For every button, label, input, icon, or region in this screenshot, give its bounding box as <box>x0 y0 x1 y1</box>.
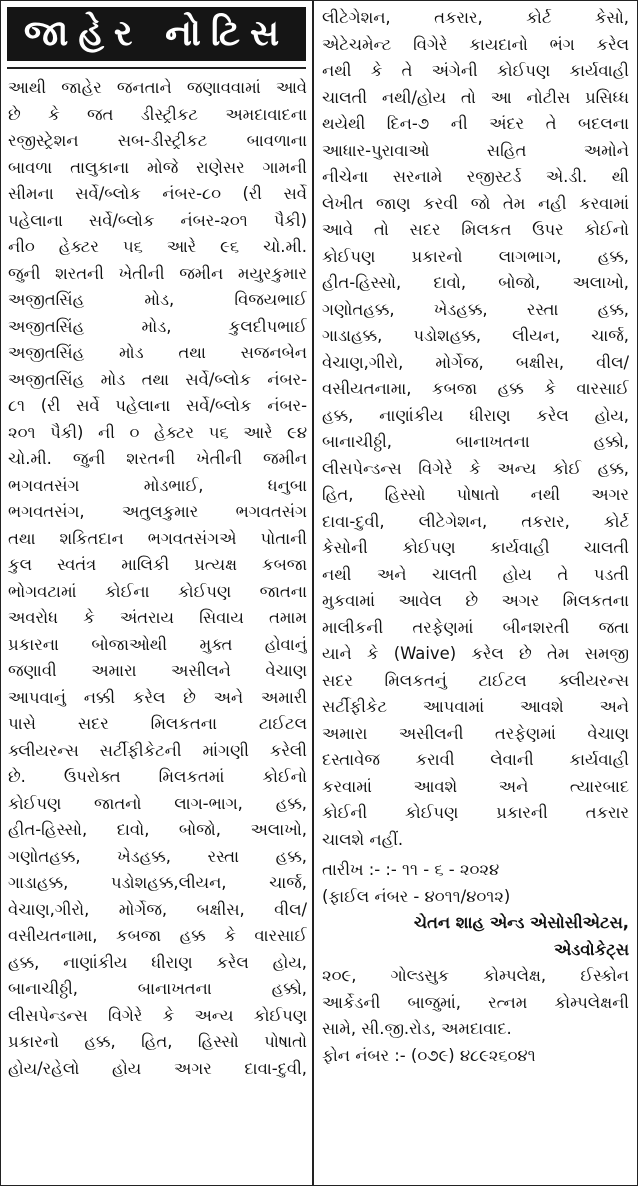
notice-text-line: આધાર-પુરાવાઓ સહિત અમોને <box>322 140 629 160</box>
notice-text-line: સદર મિલકતનું ટાઈટલ ક્લીયરન્સ <box>322 670 629 690</box>
notice-text-line: ગણોતહક્ક, ખેડહક્ક, રસ્તા હક્ક, <box>8 846 307 866</box>
notice-text-line: સર્ટીફીકેટ આપવામાં આવશે અને <box>322 697 629 716</box>
notice-text-line: લીસપેન્ડન્સ વિગેરે કે અન્ય કોઈ હક્ક, <box>322 458 629 478</box>
notice-text-line: ચાલતી નથી/હોય તો આ નોટીસ પ્રસિધ્ધ <box>322 87 629 107</box>
notice-date: તારીખ :- :- ૧૧ - ૬ - ૨૦૨૪ <box>322 860 500 879</box>
notice-left-body <box>1 69 312 1082</box>
notice-text-line: આર્કેડની બાજુમાં, રત્નમ કોમ્પલેક્ષની <box>322 992 629 1012</box>
notice-text-line: પહેલાના સર્વે/બ્લોક નંબર-૨૦૧ પૈકી) <box>8 210 307 230</box>
notice-text-line: સામે, સી.જી.રોડ, અમદાવાદ. <box>322 1019 512 1038</box>
notice-text-line: બાનાચીઠ્ઠી, બાનાખતના હક્કો, <box>322 432 629 451</box>
notice-text-line: થયેથી દિન-૭ ની અંદર તે બદલના <box>322 114 629 133</box>
notice-text-line: ૮૧ (રી સર્વે પહેલાના સર્વે/બ્લોક નંબર- <box>8 396 307 415</box>
notice-text-line: કોઈપણ જાતનો લાગ-ભાગ, હક્ક, <box>8 793 307 813</box>
notice-text-line: પાસે સદર મિલકતના ટાઈટલ <box>8 714 307 733</box>
notice-text-line: ચો.મી. જુની શરતની ખેતીની જમીન <box>8 449 307 468</box>
notice-text-line: રજીસ્ટ્રેશન સબ-ડીસ્ટ્રીકટ બાવળાના <box>8 131 307 150</box>
notice-text-line: ગણોતહક્ક, ખેડહક્ક, રસ્તા હક્ક, <box>322 299 629 319</box>
firm-address <box>322 963 629 1043</box>
notice-text-line: હક્ક, નાણાંકીય ધીરાણ કરેલ હોય, <box>322 405 629 425</box>
notice-text-line: મુકવામાં આવેલ છે અગર મિલકતના <box>322 591 629 610</box>
notice-text-line: વેચાણ,ગીરો, મોર્ગેજ, બક્ષીસ, વીલ/ <box>8 899 307 919</box>
notice-text-line: દસ્તાવેજ કરાવી લેવાની કાર્યવાહી <box>322 750 629 769</box>
notice-text-line: જણાવી અમારા અસીલને વેચાણ <box>8 661 307 680</box>
notice-text-line: નીચેના સરનામે રજીસ્ટર્ડ એ.ડી. થી <box>322 167 629 186</box>
notice-text-line: ભોગવટામાં કોઈના કોઈપણ જાતના <box>8 581 307 601</box>
notice-text-line: નથી અને ચાલતી હોય તે પડતી <box>322 564 629 584</box>
firm-name: ચેતન શાહ એન્ડ એસોસીએટસ, <box>413 913 629 932</box>
notice-text-line: છે કે જત ડીસ્ટ્રીકટ અમદાવાદના <box>8 104 307 124</box>
notice-text-line: લીટેગેશન, તકરાર, કોર્ટ કેસો, <box>322 8 629 27</box>
notice-text-line: અમારા અસીલની તરફેણમાં વેચાણ <box>322 723 629 743</box>
notice-text-line: લીસપેન્ડન્સ વિગેરે કે અન્ય કોઈપણ <box>8 1005 307 1025</box>
notice-text-line: કરવામાં આવશે અને ત્યારબાદ <box>322 776 629 796</box>
notice-title: જાહેર નોટિસ <box>7 7 306 61</box>
notice-text-line: પ્રકારના બોજાઓથી મુક્ત હોવાનું <box>8 634 307 654</box>
notice-text-line: માલીકની તરફેણમાં બીનશરતી જતા <box>322 617 629 637</box>
notice-text-line: લેખીત જાણ કરવી જો તેમ નહી કરવામાં <box>322 193 629 213</box>
notice-text-line: આપવાનું નક્કી કરેલ છે અને અમારી <box>8 687 307 707</box>
notice-left-column <box>1 1 314 1185</box>
firm-phone: ફોન નંબર :- (૦૭૯) ૪૮૯૨૬૦૪૧ <box>322 1045 536 1065</box>
notice-text-line: એટેચમેન્ટ વિગેરે કાયદાનો ભંગ કરેલ <box>322 34 629 54</box>
notice-text-line: બાવળા તાલુકાના મોજે રાણેસર ગામની <box>8 157 307 177</box>
notice-text-line: ગાડાહક્ક, પડોશહક્ક, લીયન, ચાર્જ, <box>322 326 629 345</box>
notice-text-line: કુલ સ્વતંત્ર માલિકી પ્રત્યક્ષ કબજા <box>8 555 307 574</box>
notice-right-body <box>314 1 637 853</box>
notice-file-number: (ફાઈલ નંબર - ૪૦૧૧/૪૦૧૨) <box>322 886 511 906</box>
notice-text-line: ગાડાહક્ક, પડોશહક્ક,લીયન, ચાર્જ, <box>8 873 307 892</box>
notice-text-line: અજીતસિંહ મોડ તથા સજનબેન <box>8 343 307 362</box>
notice-text-line: ભગવતસંગ, અતુલકુમાર ભગવતસંગ <box>8 502 307 521</box>
notice-right-column <box>314 1 637 1185</box>
notice-text-line: ક્લીયરન્સ સર્ટીફીકેટની માંગણી કરેલી <box>8 740 307 760</box>
notice-text-line: પ્રકારનો હક્ક, હિત, હિસ્સો પોષાતો <box>8 1032 307 1051</box>
notice-text-line: ૨૦૯, ગોલ્ડસુક કોમ્પલેક્ષ, ઈસ્કોન <box>322 966 629 985</box>
notice-text-line: દાવા-દુવી, લીટેગેશન, તકરાર, કોર્ટ <box>322 511 629 531</box>
notice-text-line: આવે તો સદર મિલકત ઉપર કોઈનો <box>322 220 629 239</box>
notice-text-line: વસીયતનામા, કબજા હક્ક કે વારસાઈ <box>8 926 307 945</box>
notice-text-line: હોય/રહેલો હોય અગર દાવા-દુવી, <box>8 1058 307 1078</box>
notice-text-line: જુની શરતની ખેતીની જમીન મયુરકુમાર <box>8 263 307 283</box>
notice-text-line: હીત-હિસ્સો, દાવો, બોજો, અલાખો, <box>322 273 629 292</box>
notice-text-line: આથી જાહેર જનતાને જણાવવામાં આવે <box>8 78 307 97</box>
notice-signature-block <box>314 853 637 1069</box>
notice-text-line: વસીયતનામા, કબજા હક્ક કે વારસાઈ <box>322 379 629 398</box>
notice-text-line: હક્ક, નાણાંકીય ધીરાણ કરેલ હોય, <box>8 952 307 972</box>
notice-text-line: સીમના સર્વે/બ્લોક નંબર-૮૦ (રી સર્વે <box>8 184 307 203</box>
notice-text-line: હિત, હિસ્સો પોષાતો નથી અગર <box>322 485 629 504</box>
notice-text-line: છે. ઉપરોક્ત મિલકતમાં કોઈનો <box>8 767 307 786</box>
notice-text-line: અજીતસિંહ મોડ તથા સર્વે/બ્લોક નંબર- <box>8 369 307 389</box>
notice-text-line: બાનાચીઠ્ઠી, બાનાખતના હક્કો, <box>8 979 307 998</box>
notice-text-line: ચાલશે નહીં. <box>322 829 404 849</box>
notice-text-line: ૨૦૧ પૈકી) ની ૦ હેક્ટર ૫૬ આરે ૯૪ <box>8 422 307 442</box>
notice-text-line: ની૦ હેક્ટર ૫૬ આરે ૯૬ ચો.મી. <box>8 237 307 256</box>
notice-text-line: કેસોની કોઈપણ કાર્યવાહી ચાલતી <box>322 538 629 557</box>
notice-text-line: અવરોધ કે અંતરાય સિવાય તમામ <box>8 608 307 627</box>
notice-text-line: યાને કે (Waive) કરેલ છે તેમ સમજી <box>322 644 629 663</box>
notice-text-line: વેચાણ,ગીરો, મોર્ગેજ, બક્ષીસ, વીલ/ <box>322 352 629 372</box>
notice-text-line: કોઈપણ પ્રકારનો લાગભાગ, હક્ક, <box>322 246 629 266</box>
firm-role: એડવોકેટ્સ <box>554 939 629 959</box>
notice-text-line: હીત-હિસ્સો, દાવો, બોજો, અલાખો, <box>8 820 307 839</box>
notice-text-line: તથા શકિતદાન ભગવતસંગએ પોતાની <box>8 528 307 548</box>
notice-text-line: ભગવતસંગ મોડભાઈ, ધનુબા <box>8 475 307 495</box>
notice-text-line: કોઈની કોઈપણ પ્રકારની તકરાર <box>322 803 629 822</box>
notice-text-line: અજીતસિંહ મોડ, વિજયભાઈ <box>8 290 307 309</box>
notice-text-line: નથી કે તે અંગેની કોઈપણ કાર્યવાહી <box>322 61 629 80</box>
notice-text-line: અજીતસિંહ મોડ, કુલદીપભાઈ <box>8 316 307 336</box>
